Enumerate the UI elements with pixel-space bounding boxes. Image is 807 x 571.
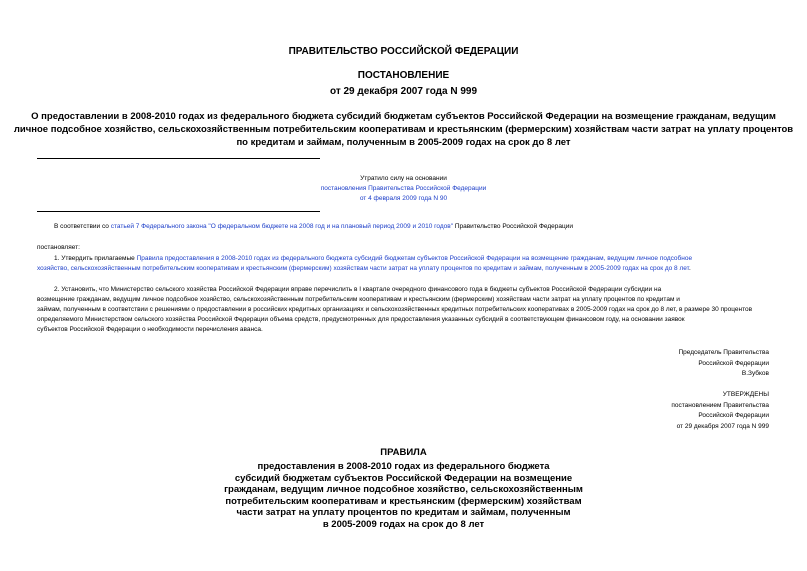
item-1-suffix: .: [688, 265, 691, 272]
decree-word: постановляет:: [37, 244, 80, 251]
approval-line: постановлением Правительства: [671, 401, 769, 409]
rules-link[interactable]: Правила предоставления в 2008-2010 годах из федерального бюджета субсидий бюджетам субъектов Российской Федерации на возмещение гражданам, ведущим личное подсобное: [136, 255, 693, 262]
approval-line: Российской Федерации: [698, 412, 769, 419]
item-2-line: возмещение гражданам, ведущим личное подсобное хозяйство, сельскохозяйственным потребительским кооперативам и крестьянским (фермерским) хозяйствам части затрат на уплату процентов по кредитам и: [37, 296, 680, 303]
repeal-link[interactable]: [0, 184, 807, 195]
rules-title: ПРАВИЛА: [380, 447, 427, 458]
rules-line: субсидий бюджетам субъектов Российской Федерации на возмещение: [234, 472, 573, 484]
item-2-line: субъектов Российской Федерации о необходимости перечисления аванса.: [37, 326, 263, 333]
item-2-line: займам, полученным в соответствии с решениями о предоставлении в российских кредитных организациях и сельскохозяйственных кредитных потребительских кооперативах в 2005-2009 годах на срок до 8 лет, в размере 30 процентов: [37, 306, 753, 313]
law-link[interactable]: статьей 7 Федерального закона "О федеральном бюджете на 2008 год и на плановый период 2009 и 2010 годов": [110, 223, 454, 230]
government-heading: ПРАВИТЕЛЬСТВО РОССИЙСКОЙ ФЕДЕРАЦИИ: [288, 46, 519, 57]
preamble-prefix: В соответствии со: [54, 223, 111, 230]
rules-line: потребительским кооперативам и крестьянским (фермерским) хозяйствам: [225, 495, 582, 507]
repeal-link-date[interactable]: [0, 194, 807, 205]
preamble: [54, 222, 770, 233]
signature-name: В.Зубков: [741, 370, 769, 377]
doc-title: [0, 110, 807, 149]
title-line: по кредитам и займам, полученным в 2005-2009 годах на срок до 8 лет: [236, 137, 571, 148]
title-line: личное подсобное хозяйство, сельскохозяйственным потребительским кооперативам и крестьянским (фермерским) хозяйствам части затрат на уплату процентов: [13, 124, 794, 135]
item-2-line: определяемого Министерством сельского хозяйства Российской Федерации объема средств, предусмотренных для предоставления указанных субсидий в соответствующем финансовом году, на основании заявок: [37, 316, 685, 323]
signature: [678, 348, 769, 380]
signature-position: Председатель Правительства: [678, 349, 769, 356]
approval-date: от 29 декабря 2007 года N 999: [676, 422, 769, 430]
signature-country: Российской Федерации: [698, 359, 769, 367]
item-1-line-1: [54, 254, 770, 265]
rules-line: гражданам, ведущим личное подсобное хозяйство, сельскохозяйственным: [224, 484, 583, 495]
item-1-prefix: 1. Утвердить прилагаемые: [54, 255, 137, 262]
rules-line: предоставления в 2008-2010 годах из федерального бюджета: [257, 461, 550, 472]
repeal-link-date-text[interactable]: от 4 февраля 2009 года N 90: [359, 195, 448, 202]
repeal-link-text[interactable]: постановления Правительства Российской Федерации: [320, 185, 487, 192]
title-line: О предоставлении в 2008-2010 годах из федерального бюджета субсидий бюджетам субъектов Российской Федерации на возмещение гражданам, ведущим: [31, 111, 776, 122]
preamble-suffix: Правительство Российской Федерации: [453, 223, 573, 230]
rules-line: в 2005-2009 годах на срок до 8 лет: [322, 518, 485, 530]
rules-line: части затрат на уплату процентов по кредитам и займам, полученным: [236, 507, 571, 518]
item-2-line: 2. Установить, что Министерство сельского хозяйства Российской Федерации вправе перечислить в I квартале очередного финансового года в бюджеты субъектов Российской Федерации субсидии на: [54, 286, 662, 293]
rules-subtitle: [0, 461, 807, 530]
divider: [37, 211, 320, 212]
doc-type-heading: ПОСТАНОВЛЕНИЕ: [357, 70, 450, 81]
doc-date: от 29 декабря 2007 года N 999: [329, 86, 478, 97]
rules-link-cont[interactable]: хозяйство, сельскохозяйственным потребительским кооперативам и крестьянским (фермерским) хозяйствам части затрат на уплату процентов по кредитам и займам, полученным в 2005-2009 годах на срок до 8 лет: [37, 265, 689, 272]
approval-title: УТВЕРЖДЕНЫ: [722, 391, 769, 398]
repeal-note: Утратило силу на основании: [360, 175, 447, 182]
approval-block: [671, 390, 769, 432]
divider: [37, 158, 320, 159]
item-1-line-2: [37, 264, 770, 275]
